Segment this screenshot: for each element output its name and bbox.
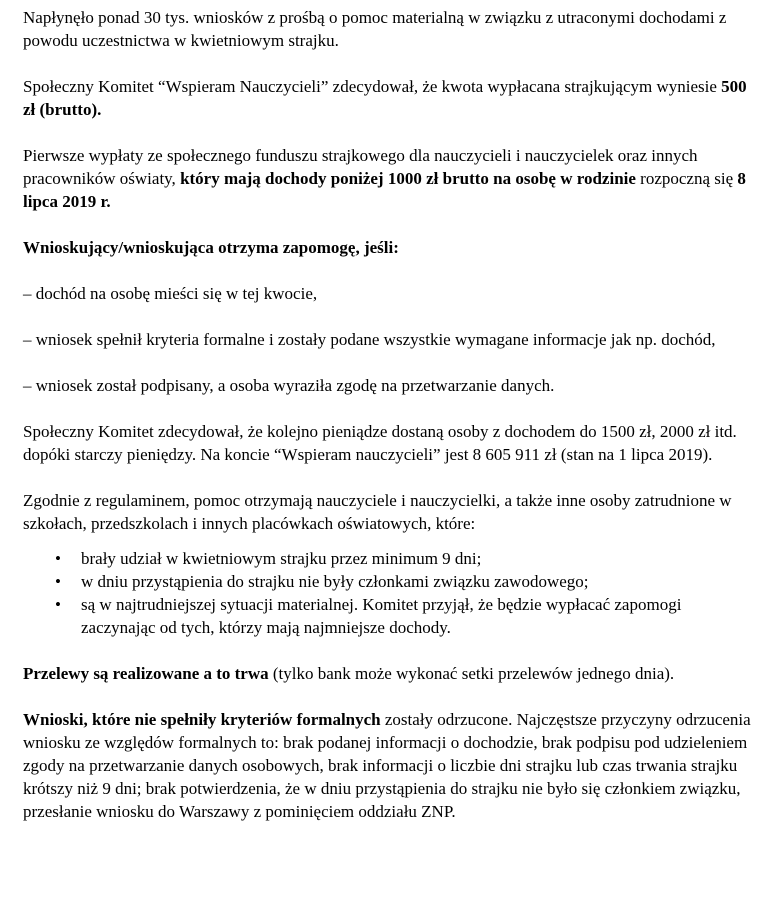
condition-signed	[23, 374, 753, 397]
list-item	[23, 547, 753, 570]
conditions-heading	[23, 236, 753, 259]
paragraph-applications-count	[23, 6, 753, 52]
transfers-bold: Przelewy są realizowane a to trwa	[23, 664, 269, 683]
list-item	[23, 593, 753, 639]
income-threshold-bold: który mają dochody poniżej 1000 zł brutto na osobę w rodzinie	[180, 169, 636, 188]
paragraph-text: Społeczny Komitet zdecydował, że kolejno pieniądze dostaną osoby z dochodem do 1500 zł, 2000 zł itd. dopóki starczy pieniędzy. Na koncie “Wspieram nauczycieli” jest 8 605 911 zł (stan na 1 lipca 2019).	[23, 422, 737, 464]
paragraph-text: – dochód na osobę mieści się w tej kwocie,	[23, 284, 318, 303]
bullet-icon: •	[55, 549, 61, 568]
paragraph-regulations	[23, 489, 753, 535]
paragraph-first-payments	[23, 144, 753, 213]
bullet-icon: •	[55, 595, 61, 614]
paragraph-next-payments	[23, 420, 753, 466]
condition-income	[23, 282, 753, 305]
paragraph-text: Napłynęło ponad 30 tys. wniosków z prośbą o pomoc materialną w związku z utraconymi dochodami z powodu uczestnictwa w kwietniowym strajku.	[23, 8, 727, 50]
paragraph-text: Zgodnie z regulaminem, pomoc otrzymają nauczyciele i nauczycielki, a także inne osoby zatrudnione w szkołach, przedszkolach i innych placówkach oświatowych, które:	[23, 491, 732, 533]
paragraph-text: Pierwsze wypłaty ze społecznego funduszu strajkowego dla nauczycieli i nauczycielek oraz innych pracowników oświaty,	[23, 146, 698, 188]
condition-formal-criteria	[23, 328, 753, 351]
paragraph-text: Społeczny Komitet “Wspieram Nauczycieli” zdecydował, że kwota wypłacana strajkującym wyniesie	[23, 77, 722, 96]
paragraph-rejected	[23, 708, 753, 823]
list-item-text: brały udział w kwietniowym strajku przez minimum 9 dni;	[81, 549, 482, 568]
paragraph-transfers	[23, 662, 753, 685]
paragraph-text: – wniosek spełnił kryteria formalne i zostały podane wszystkie wymagane informacje jak np. dochód,	[23, 330, 716, 349]
amount-bold: 500 zł (brutto).	[23, 77, 747, 119]
list-item-text: w dniu przystąpienia do strajku nie były członkami związku zawodowego;	[81, 572, 589, 591]
paragraph-amount	[23, 75, 753, 121]
paragraph-text: zostały odrzucone. Najczęstsze przyczyny odrzucenia wniosku ze względów formalnych to: brak podanej informacji o dochodzie, brak podpisu pod udzieleniem zgody na przetwarzanie danych osobowych, brak informacji o liczbie dni strajku lub czas trwania strajku krótszy niż 9 dni; brak potwierdzenia, że w dniu przystąpienia do strajku nie było się członkiem związku, przesłanie wniosku do Warszawy z pominięciem oddziału ZNP.	[23, 710, 751, 821]
list-item-text: są w najtrudniejszej sytuacji materialnej. Komitet przyjął, że będzie wypłacać zapomogi zaczynając od tych, którzy mają najmniejsze dochody.	[81, 595, 682, 637]
conditions-heading-text: Wnioskujący/wnioskująca otrzyma zapomogę, jeśli:	[23, 238, 399, 257]
paragraph-text: rozpoczną się	[635, 169, 738, 188]
bullet-icon: •	[55, 572, 61, 591]
paragraph-text: – wniosek został podpisany, a osoba wyraziła zgodę na przetwarzanie danych.	[23, 376, 555, 395]
eligibility-list	[23, 547, 753, 639]
paragraph-text: (tylko bank może wykonać setki przelewów jednego dnia).	[268, 664, 675, 683]
start-date-bold: 8 lipca 2019 r.	[23, 169, 746, 211]
rejected-bold: Wnioski, które nie spełniły kryteriów formalnych	[23, 710, 381, 729]
list-item	[23, 570, 753, 593]
